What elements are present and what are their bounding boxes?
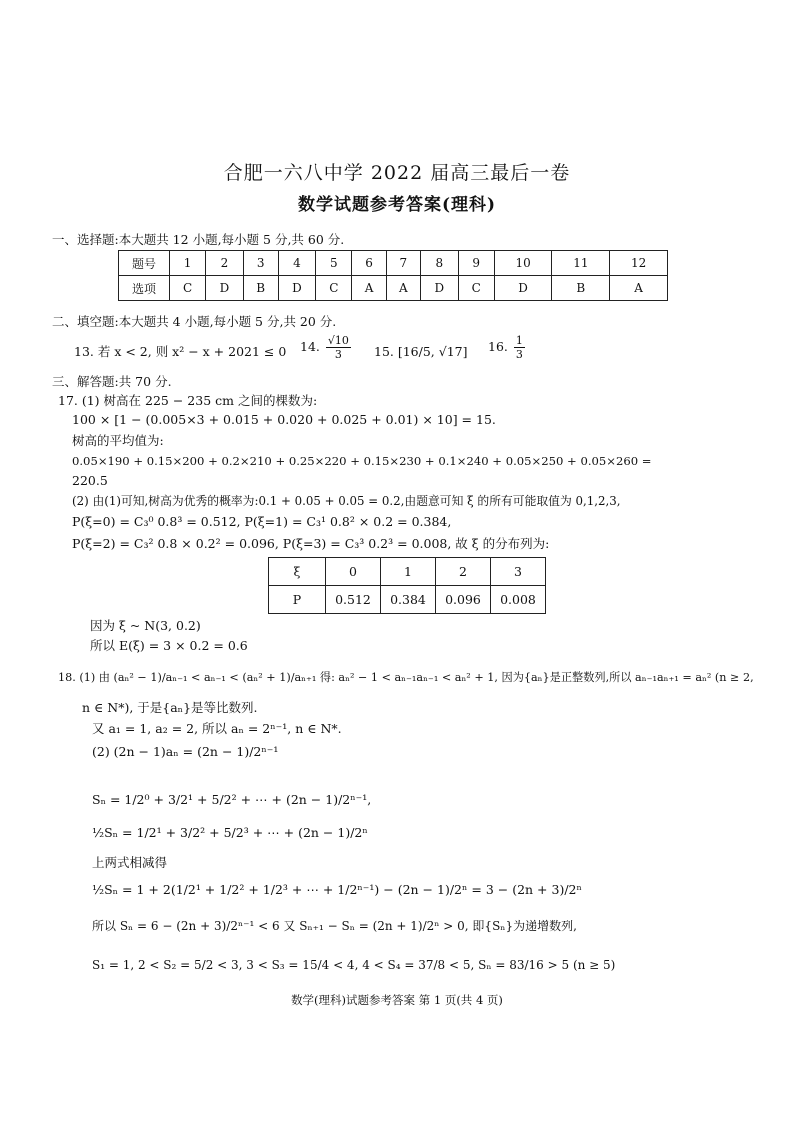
page-footer: 数学(理科)试题参考答案 第 1 页(共 4 页) [291, 993, 503, 1007]
distribution-header-row [269, 558, 546, 586]
q18-line-2: n ∈ N*), 于是{aₙ}是等比数列. [82, 700, 258, 715]
table-cell: 10 [494, 251, 552, 276]
q18-line-9: 所以 Sₙ = 6 − (2n + 3)/2ⁿ⁻¹ < 6 又 Sₙ₊₁ − Sₙ = (2n + 1)/2ⁿ > 0, 即{Sₙ}为递增数列, [92, 919, 577, 933]
q17-line-4: 0.05×190 + 0.15×200 + 0.2×210 + 0.25×220 + 0.15×230 + 0.1×240 + 0.05×250 + 0.05×260 = [72, 454, 652, 468]
table-cell: 11 [552, 251, 610, 276]
table-cell: ξ [269, 558, 326, 586]
q18-line-1: 18. (1) 由 (aₙ² − 1)/aₙ₋₁ < aₙ₋₁ < (aₙ² + 1)/aₙ₊₁ 得: aₙ² − 1 < aₙ₋₁aₙ₋₁ < aₙ² + 1, 因为{aₙ}是正整数列,所以 aₙ₋₁aₙ₊₁ = aₙ² (n ≥ 2, [58, 671, 754, 684]
table-cell: P [269, 586, 326, 614]
fraction-numerator: 1 [515, 334, 523, 347]
table-cell: 1 [170, 251, 206, 276]
distribution-value-row [269, 586, 546, 614]
table-cell: 7 [386, 251, 420, 276]
table-cell: 6 [352, 251, 386, 276]
q17-line-8: P(ξ=2) = C₃² 0.8 × 0.2² = 0.096, P(ξ=3) = C₃³ 0.2³ = 0.008, 故 ξ 的分布列为: [72, 536, 550, 551]
answer-14-label: 14. [300, 339, 320, 354]
table-cell: 0.096 [436, 586, 491, 614]
table-cell: B [243, 276, 278, 301]
answer-14 [300, 334, 353, 361]
q17-line-5: 220.5 [72, 473, 108, 488]
answer-13: 13. 若 x < 2, 则 x² − x + 2021 ≤ 0 [74, 344, 287, 359]
table-cell: 0.384 [381, 586, 436, 614]
q18-line-8: ½Sₙ = 1 + 2(1/2¹ + 1/2² + 1/2³ + ⋯ + 1/2ⁿ⁻¹) − (2n − 1)/2ⁿ = 3 − (2n + 3)/2ⁿ [92, 882, 582, 897]
table-cell: D [420, 276, 458, 301]
table-cell: 3 [243, 251, 278, 276]
answer-16 [488, 334, 527, 361]
q18-line-7: 上两式相减得 [92, 855, 168, 870]
table-cell: 0 [326, 558, 381, 586]
fraction-denominator: 3 [515, 348, 523, 361]
table-cell: A [610, 276, 668, 301]
q18-line-3: 又 a₁ = 1, a₂ = 2, 所以 aₙ = 2ⁿ⁻¹, n ∈ N*. [92, 721, 342, 736]
q18-line-10: S₁ = 1, 2 < S₂ = 5/2 < 3, 3 < S₃ = 15/4 < 4, 4 < S₄ = 37/8 < 5, Sₙ = 83/16 > 5 (n ≥ 5) [92, 958, 616, 972]
q18-line-6: ½Sₙ = 1/2¹ + 3/2² + 5/2³ + ⋯ + (2n − 1)/2ⁿ [92, 825, 368, 840]
page-title: 合肥一六八中学 2022 届高三最后一卷 [223, 162, 571, 184]
q18-line-5: Sₙ = 1/2⁰ + 3/2¹ + 5/2² + ⋯ + (2n − 1)/2ⁿ⁻¹, [92, 792, 372, 807]
table-cell: 0.008 [491, 586, 546, 614]
page-subtitle: 数学试题参考答案(理科) [297, 195, 497, 215]
q17-line-10: 所以 E(ξ) = 3 × 0.2 = 0.6 [90, 638, 248, 653]
fraction-numerator: √10 [327, 334, 349, 347]
table-cell: 3 [491, 558, 546, 586]
table-cell: 5 [316, 251, 352, 276]
row-label-choice: 选项 [119, 276, 170, 301]
answer-15: 15. [16/5, √17] [374, 344, 468, 359]
q17-line-2: 100 × [1 − (0.005×3 + 0.015 + 0.020 + 0.025 + 0.01) × 10] = 15. [72, 412, 496, 427]
q17-line-9: 因为 ξ ~ N(3, 0.2) [90, 618, 201, 633]
fraction-denominator: 3 [334, 348, 342, 361]
table-cell: C [170, 276, 206, 301]
table-cell: 12 [610, 251, 668, 276]
q17-line-3: 树高的平均值为: [72, 433, 164, 448]
table-cell: C [316, 276, 352, 301]
row-label-number: 题号 [119, 251, 170, 276]
table-cell: 8 [420, 251, 458, 276]
table-cell: 1 [381, 558, 436, 586]
table-cell: A [386, 276, 420, 301]
q17-line-7: P(ξ=0) = C₃⁰ 0.8³ = 0.512, P(ξ=1) = C₃¹ 0.8² × 0.2 = 0.384, [72, 514, 452, 529]
table-cell: D [494, 276, 552, 301]
answer-table [118, 250, 668, 301]
section1-heading: 一、选择题:本大题共 12 小题,每小题 5 分,共 60 分. [52, 232, 345, 247]
q17-line-1: 17. (1) 树高在 225 − 235 cm 之间的棵数为: [58, 393, 318, 408]
table-cell: A [352, 276, 386, 301]
table-cell: D [278, 276, 316, 301]
section2-heading: 二、填空题:本大题共 4 小题,每小题 5 分,共 20 分. [52, 314, 337, 329]
q18-line-4: (2) (2n − 1)aₙ = (2n − 1)/2ⁿ⁻¹ [92, 744, 279, 759]
q17-line-6: (2) 由(1)可知,树高为优秀的概率为:0.1 + 0.05 + 0.05 = 0.2,由题意可知 ξ 的所有可能取值为 0,1,2,3, [72, 494, 621, 508]
table-cell: 9 [458, 251, 494, 276]
table-cell: D [206, 276, 244, 301]
answer-number-row [119, 251, 668, 276]
table-cell: 2 [206, 251, 244, 276]
table-cell: C [458, 276, 494, 301]
table-cell: 2 [436, 558, 491, 586]
answer-14-fraction [326, 334, 351, 361]
answer-16-label: 16. [488, 339, 508, 354]
answer-16-fraction [514, 334, 525, 361]
table-cell: 4 [278, 251, 316, 276]
distribution-table [268, 557, 546, 614]
table-cell: B [552, 276, 610, 301]
answer-choice-row [119, 276, 668, 301]
table-cell: 0.512 [326, 586, 381, 614]
section3-heading: 三、解答题:共 70 分. [52, 374, 172, 389]
